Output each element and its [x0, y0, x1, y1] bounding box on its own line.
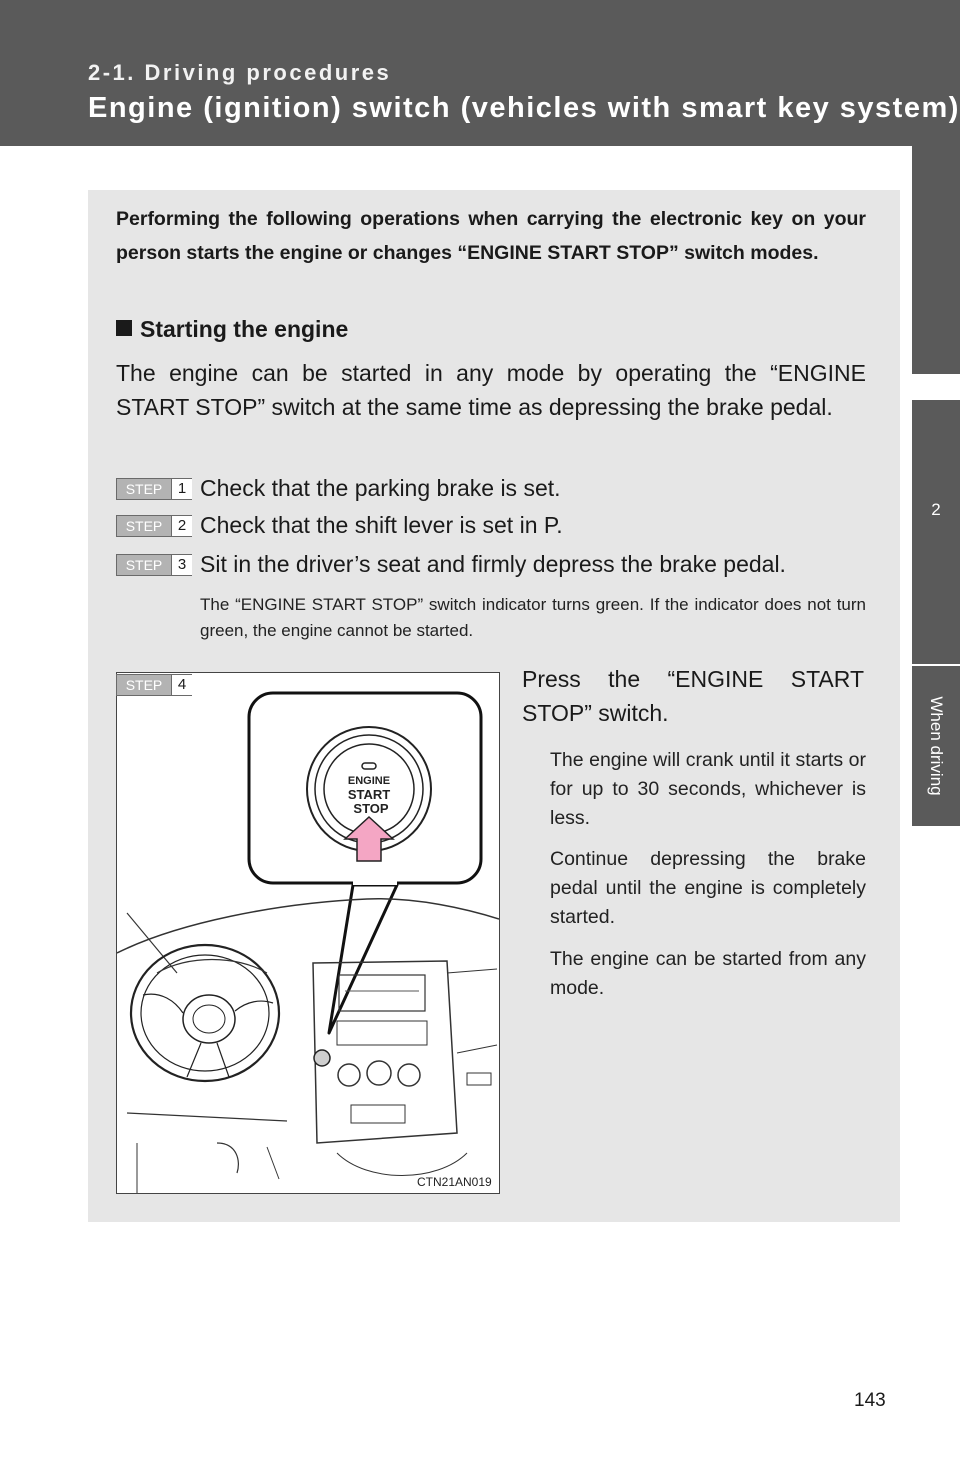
- chapter-name: When driving: [927, 696, 946, 796]
- step-word: STEP: [125, 481, 163, 497]
- step-2-text: Check that the shift lever is set in P.: [200, 512, 563, 538]
- page-header: [0, 0, 960, 146]
- subheading-text: Starting the engine: [140, 316, 349, 342]
- subheading: [116, 316, 348, 343]
- step-number: 2: [171, 516, 192, 536]
- chapter-number: 2: [931, 500, 941, 519]
- step-word: STEP: [125, 518, 163, 534]
- tab-chapter-number[interactable]: [912, 400, 960, 664]
- step-4-paragraph: The engine will crank until it starts or for up to 30 seconds, whichever is less.: [550, 749, 866, 829]
- step-3-note: The “ENGINE START STOP” switch indicator turns green. If the indicator does not turn green, the engine cannot be started.: [200, 595, 866, 640]
- step-4-text: Press the “ENGINE START STOP” switch.: [522, 666, 864, 726]
- square-bullet-icon: [116, 320, 132, 336]
- figure-code: CTN21AN019: [417, 1175, 492, 1189]
- step-badge: [116, 554, 192, 576]
- button-label-3: STOP: [353, 801, 389, 816]
- intro-paragraph: Performing the following operations when carrying the electronic key on your person starts the engine or changes “ENGINE START STOP” switch modes.: [116, 208, 866, 264]
- page-number: 143: [854, 1390, 886, 1411]
- button-label-2: START: [347, 787, 391, 802]
- step-word: STEP: [125, 557, 163, 573]
- tab-chapter-name[interactable]: [912, 666, 960, 826]
- step-word: STEP: [125, 677, 163, 693]
- step-3-text: Sit in the driver’s seat and firmly depress the brake pedal.: [200, 551, 786, 577]
- button-label-1: ENGINE: [347, 775, 391, 787]
- chapter-tab: [912, 146, 960, 1484]
- step-number: 3: [171, 555, 192, 575]
- dashboard-drawing: [117, 673, 499, 1193]
- step-badge: [116, 515, 192, 537]
- step-4-paragraph: Continue depressing the brake pedal until the engine is completely started.: [550, 848, 866, 928]
- step-number: 4: [171, 675, 192, 695]
- tab-block-top: [912, 146, 960, 374]
- step-badge: [116, 674, 192, 696]
- step-1-text: Check that the parking brake is set.: [200, 475, 561, 501]
- step-badge: [116, 478, 192, 500]
- lead-paragraph: The engine can be started in any mode by operating the “ENGINE START STOP” switch at the same time as depressing the brake pedal.: [116, 360, 866, 420]
- page-title: Engine (ignition) switch (vehicles with smart key system): [88, 92, 960, 124]
- dashboard-illustration: [116, 672, 500, 1194]
- step-4-paragraph: The engine can be started from any mode.: [550, 948, 866, 999]
- step-number: 1: [171, 479, 192, 499]
- section-label: 2-1. Driving procedures: [88, 60, 392, 85]
